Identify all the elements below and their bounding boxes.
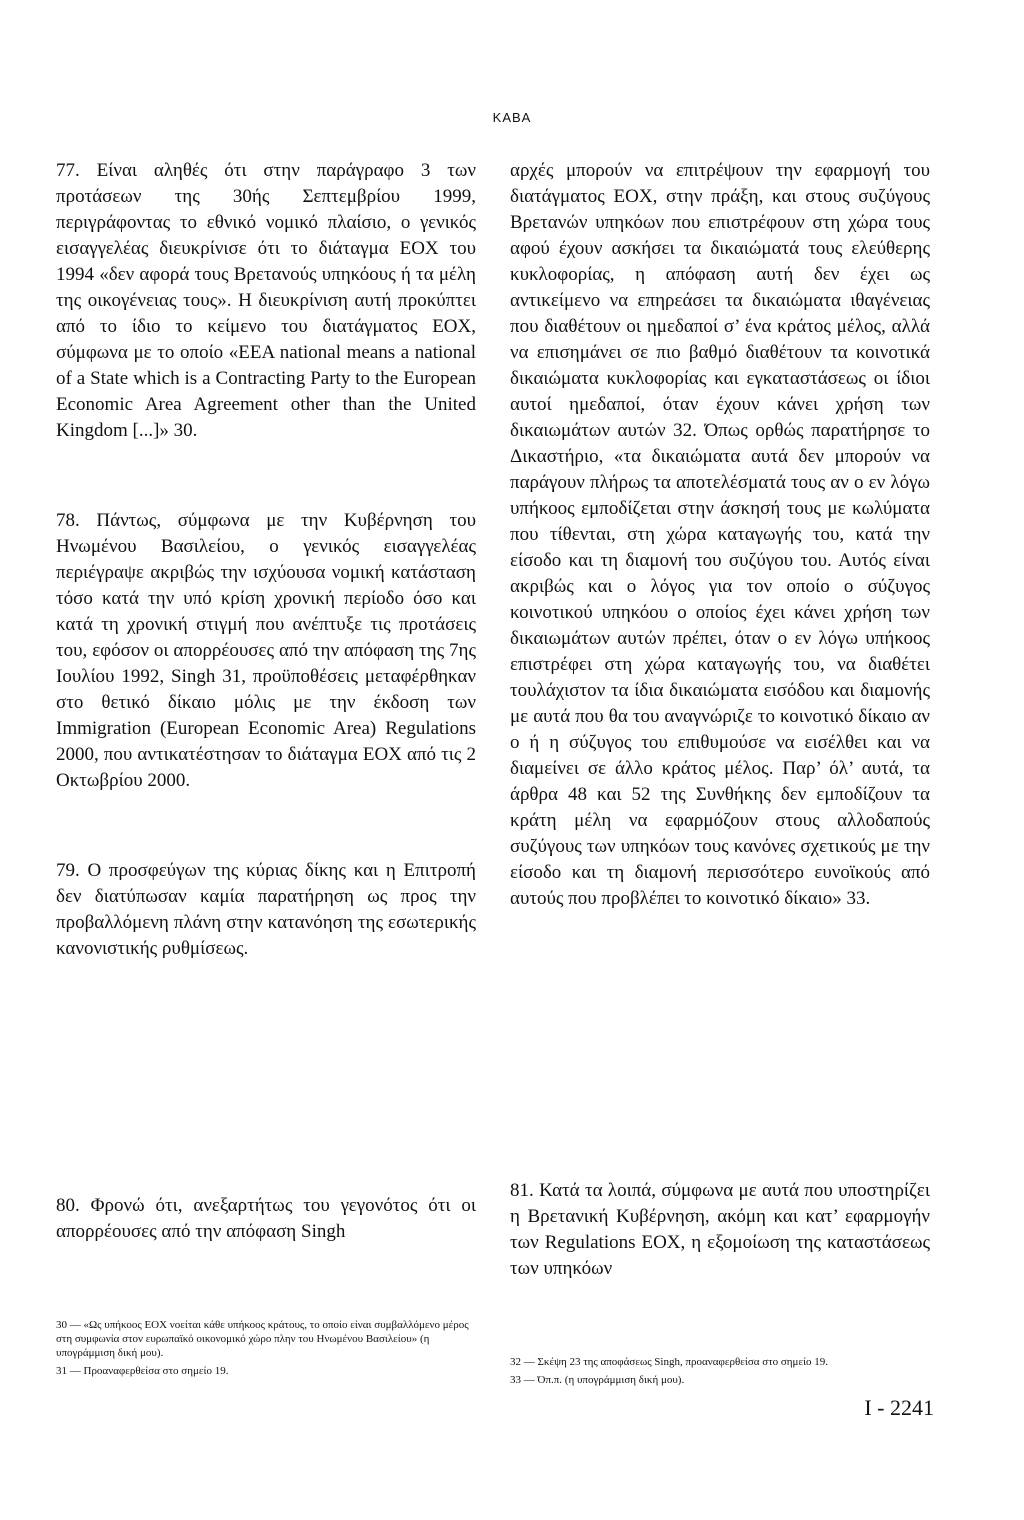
- footnote-32: 32 — Σκέψη 23 της αποφάσεως Singh, προαναφερθείσα στο σημείο 19.: [510, 1356, 829, 1368]
- footnotes-left: [56, 1318, 476, 1382]
- page-number: I - 2241: [864, 1395, 934, 1420]
- paragraph-80: 80. Φρονώ ότι, ανεξαρτήτως του γεγονότος ότι οι απορρέουσες από την απόφαση Singh: [56, 1195, 476, 1242]
- paragraph-81: 81. Κατά τα λοιπά, σύμφωνα με αυτά που υποστηρίζει η Βρετανική Κυβέρνηση, ακόμη και κατ’ εφαρμογήν των Regulations ΕΟΧ, η εξομοίωση της καταστάσεως των υπηκόων: [510, 1180, 930, 1279]
- footnote-30: 30 — «Ως υπήκοος ΕΟΧ νοείται κάθε υπήκοος κράτους, το οποίο είναι συμβαλλόμενο μέρος στη συμφωνία στον ευρωπαϊκό οικονομικό χώρο πλην του Ηνωμένου Βασιλείου» (η υπογράμμιση δική μου).: [56, 1319, 469, 1359]
- footnote-31: 31 — Προαναφερθείσα στο σημείο 19.: [56, 1365, 229, 1377]
- running-head: ΚΑΒΑ: [492, 110, 532, 125]
- paragraph-78: 78. Πάντως, σύμφωνα με την Κυβέρνηση του Ηνωμένου Βασιλείου, ο γενικός εισαγγελέας περιέγραψε ακριβώς την ισχύουσα νομική κατάσταση τόσο κατά την υπό κρίση χρονική περίοδο όσο και κατά τη χρονική στιγμή που ανέπτυξε τις προτάσεις του, εφόσον οι απορρέουσες από την απόφαση της 7ης Ιουλίου 1992, Singh 31, προϋποθέσεις μεταφέρθηκαν στο θετικό δίκαιο μόλις με την έκδοση των Immigration (European Economic Area) Regulations 2000, που αντικατέστησαν το διάταγμα ΕΟΧ από τις 2 Οκτωβρίου 2000.: [56, 510, 476, 791]
- paragraph-79: 79. Ο προσφεύγων της κύριας δίκης και η Επιτροπή δεν διατύπωσαν καμία παρατήρηση ως προς την προβαλλόμενη πλάνη στην κατανόηση της εσωτερικής κανονιστικής ρυθμίσεως.: [56, 860, 476, 959]
- left-column-lower: [56, 1193, 476, 1245]
- footnote-33: 33 — Όπ.π. (η υπογράμμιση δική μου).: [510, 1374, 685, 1386]
- paragraph-continued: αρχές μπορούν να επιτρέψουν την εφαρμογή του διατάγματος ΕΟΧ, στην πράξη, και στους συζύγους Βρετανών υπηκόων που επιστρέφουν στη χώρα τους αφού έχουν ασκήσει τα δικαιώματά τους ελεύθερης κυκλοφορίας, η απόφαση αυτή δεν έχει ως αντικείμενο να επηρεάσει τα δικαιώματα ιθαγένειας που διαθέτουν οι ημεδαποί σ’ ένα κράτος μέλος, αλλά να επισημάνει σε πιο βαθμό διαθέτουν τα κοινοτικά δικαιώματα κυκλοφορίας και εγκαταστάσεως οι ίδιοι αυτοί ημεδαποί, όταν έχουν κάνει χρήση των δικαιωμάτων αυτών 32. Όπως ορθώς παρατήρησε το Δικαστήριο, «τα δικαιώματα αυτά δεν μπορούν να παράγουν πλήρως τα αποτελέσματά τους αν ο εν λόγω υπήκοος εμποδίζεται στην άσκησή τους με κωλύματα που τίθενται, στη χώρα καταγωγής του, κατά την είσοδο και τη διαμονή του συζύγου του. Αυτός είναι ακριβώς και ο λόγος για τον οποίο ο σύζυγος κοινοτικού υπηκόου ο οποίος έχει κάνει χρήση των δικαιωμάτων αυτών πρέπει, όταν ο εν λόγω υπήκοος επιστρέφει στη χώρα καταγωγής του, να διαθέτει τουλάχιστον τα ίδια δικαιώματα εισόδου και διαμονής με αυτά που θα του αναγνώριζε το κοινοτικό δίκαιο αν ο ή η σύζυγος του επιθυμούσε να εισέλθει και να διαμείνει σε άλλο κράτος μέλος. Παρ’ όλ’ αυτά, τα άρθρα 48 και 52 της Συνθήκης δεν εμποδίζουν τα κράτη μέλη να εφαρμόζουν στους αλλοδαπούς συζύγους των υπηκόων τους κανόνες σχετικούς με την είσοδο και τη διαμονή περισσότερο ευνοϊκούς από αυτούς που προβλέπει το κοινοτικό δίκαιο» 33.: [510, 160, 930, 909]
- footnotes-right: [510, 1355, 930, 1391]
- right-column-lower: [510, 1178, 930, 1282]
- left-column: [56, 158, 476, 962]
- paragraph-77: 77. Είναι αληθές ότι στην παράγραφο 3 των προτάσεων της 30ής Σεπτεμβρίου 1999, περιγράφοντας το εθνικό νομικό πλαίσιο, ο γενικός εισαγγελέας διευκρίνισε ότι το διάταγμα ΕΟΧ του 1994 «δεν αφορά τους Βρετανούς υπηκόους ή τα μέλη της οικογένειας τους». Η διευκρίνιση αυτή προκύπτει από το ίδιο το κείμενο του διατάγματος ΕΟΧ, σύμφωνα με το οποίο «EEA national means a national of a State which is a Contracting Party to the European Economic Area Agreement other than the United Kingdom [...]» 30.: [56, 160, 476, 441]
- right-column: [510, 158, 930, 912]
